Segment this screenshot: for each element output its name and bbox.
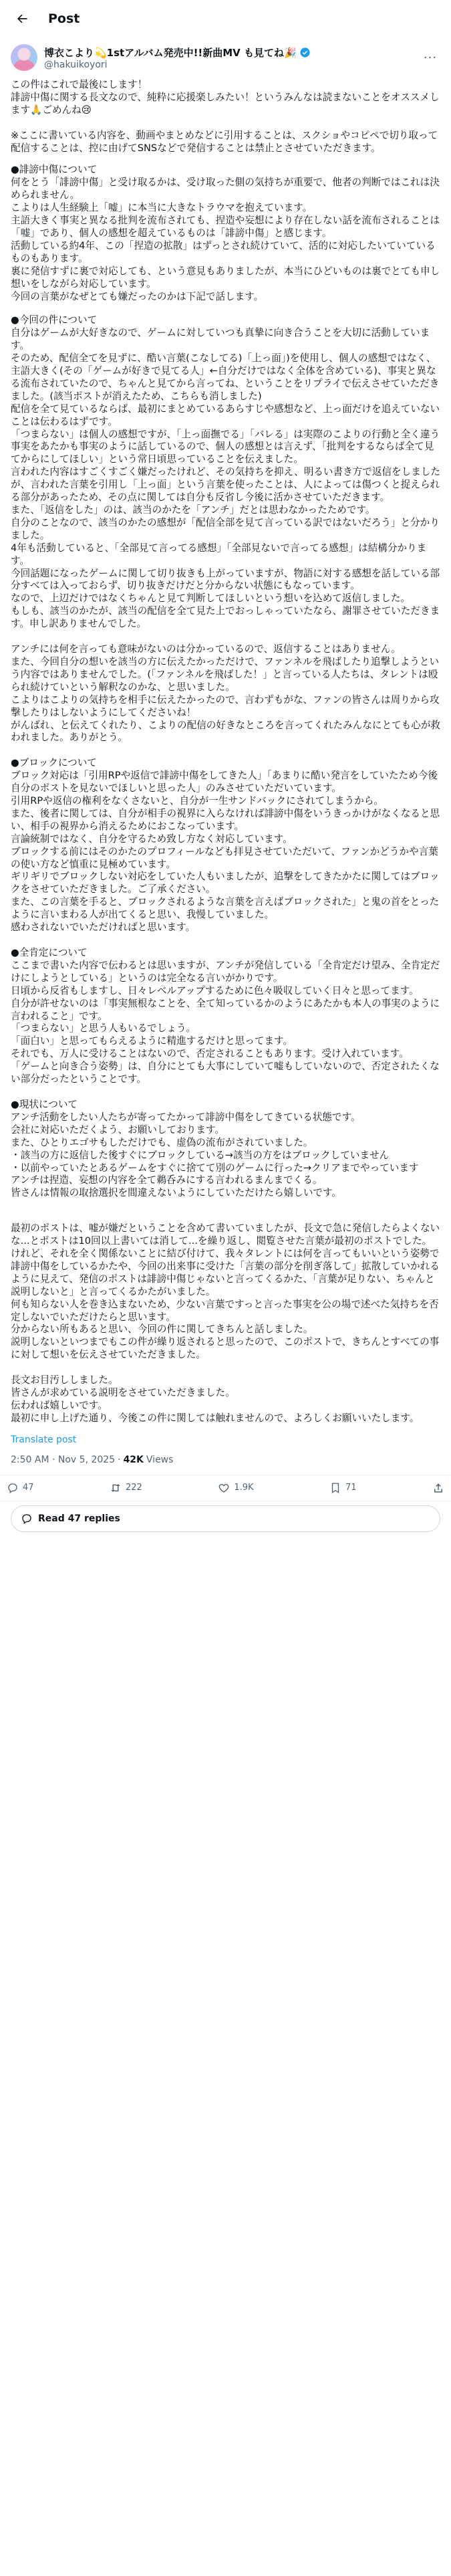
back-button[interactable] bbox=[11, 7, 33, 30]
post-paragraph: 最初のポストは、嘘が嫌だということを含めて書いていましたが、長文で急に発信したらよくないな...とポストは10回以上書いては消して...を繰り返し、閲覧させた言葉が最初のポストでした。 けれど、それを全く関係ないことに結び付けて、我々タレントには何を言ってもいいという姿勢で誹謗中傷をしているかたや、今回の出来事に受けた「言葉の部分を削ぎ落して」拡散していかれるように見えて、発信のポストは誹謗中傷じゃないと言ってくるかた、「言葉が足りない、ちゃんと説明しないと」と言ってくるかたがいました。 何も知らない人を巻き込まないため、少ない言葉ですっと言った事実を公の場で述べた気持ちを否定しないでいただけたらと思います。 分からない所もあると思い、今回の件に関してきちんと話しました。 説明しないといつまでもこの件が繰り返されると思ったので、このポストで、きちんとすべての事に対して想いを伝えさせていただきました。 bbox=[11, 1222, 440, 1361]
read-replies-label: Read 47 replies bbox=[38, 1513, 120, 1524]
author-handle[interactable]: @hakuikoyori bbox=[44, 59, 108, 70]
post-author bbox=[0, 37, 451, 71]
back-arrow-icon bbox=[15, 12, 29, 25]
repost-count: 222 bbox=[126, 1483, 142, 1493]
page-title: Post bbox=[48, 11, 80, 26]
repost-icon bbox=[110, 1482, 122, 1494]
post-paragraph: ●誹謗中傷について 何をとう「誹謗中傷」と受け取るかは、受け取った側の気持ちが重要で、他者の判断ではこれは決められません。 こよりは人生経験上「嘘」に本当に大きなトラウマを抱えています。 主語大きく事実と異なる批判を流布されても、捏造や妄想により存在しない話を流布されることは「嘘」であり、個人の感想を超えているものは「誹謗中傷」と感じます。 活動している約4年、この「捏造の拡散」はずっとされ続けていて、活的に対応したいていているものもあります。 裏に発信すずに裏で対応しても、という意見もありましたが、本当にひどいものは裏でとても申し想いをしながら対応しています。 今回の言葉がなぜとても嫌だったのかは下記で話します。 bbox=[11, 164, 440, 302]
reply-icon bbox=[7, 1482, 19, 1494]
like-count: 1.9K bbox=[234, 1483, 254, 1493]
author-display-name[interactable]: 博衣こより💫1stアルバム発売中!!新曲MV も見てね🎉 bbox=[44, 46, 297, 59]
post-paragraph: ●ブロックについて ブロック対応は「引用RPや返信で誹謗中傷をしてきた人」「あまりに酷い発言をしていたため今後自分のポストを見ないでほしいと思った人」のみさせていただいています。 引用RPや返信の権利をなくさないと、自分が一生サンドバックにされてしまうから。 また、後者に関しては、自分が相手の視界に入らなければ誹謗中傷をいうきっかけがなくなると思い、相手の視界から消えるためにおこなっています。 言論統制ではなく、自分を守るため致し方なく対応しています。 ブロックする前にはそのかたのプロフィールなども拝見させていただいて、ファンかどうかや言葉の使い方など慎重に見極めています。 ギリギリでブロックしない対応をしていた人もいましたが、追撃をしてきたかたに関してはブロックをさせていただきました。ご了承ください。 また、この言葉を手ると、ブロックされるような言葉を言えばブロックされた」と鬼の首をとったように言いまわる人が出てくると思い、我慢していました。 感わされないでいただければと思います。 bbox=[11, 757, 440, 934]
post-meta bbox=[11, 1455, 440, 1465]
action-bar bbox=[0, 1475, 451, 1501]
meta-separator: · bbox=[118, 1454, 121, 1465]
post-paragraph: ●現状について アンチ活動をしたい人たちが寄ってたかって誹謗中傷をしてきている状態です。 会社に対応いただくよう、お願いしております。 また、ひとりエゴサもしただけでも、虚偽の流布がされていました。 ・該当の方に返信した後すぐにブロックしている→該当の方をはブロックしていません ・以前やっていたとあるゲームをすぐに捨てて別のゲームに行った→クリアまでやっています アンチは捏造、妄想の内容を全て鵜呑みにする言われるまんまでくる。 皆さんは情報の取捨選択を間違えないようにしていただけたら嬉しいです。 bbox=[11, 1098, 419, 1199]
share-button[interactable] bbox=[432, 1482, 444, 1494]
views-count: 42K bbox=[123, 1454, 144, 1465]
post-paragraph: この件はこれで最後にします！ 誹謗中傷に関する長文なので、純粋に応援楽しみたい！というみんなは読まないことをオススメします🙏ごめんね😢 ※ここに書いている内容を、動画やまとめなどに引用することは、スクショやコピペで切り取って配信することは、控に由げてSNSなどで発信することは禁止とさせていただきます。 bbox=[11, 79, 440, 154]
author-names bbox=[44, 45, 420, 70]
post-paragraph: ●今回の件について 自分はゲームが大好きなので、ゲームに対していつも真摯に向き合うことを大切に活動しています。 そのため、配信全てを見ずに、酷い言葉(こなしてる)「上っ面」)を使用し、個人の感想ではなく、主語大きく(その「ゲームが好きで見てる人」←自分だけではなく全体を含めている)、事実と異なる流布されていたので、ちゃんと見てから言ってね、ということをリプライで伝えさせていただきました。(該当ポストが消えたため、こちらも消しました) 配信を全て見ているならば、最初にまとめているあらすじや感想など、上っ面だけを追えていないことは伝わるはずです。 「つまらない」は個人の感想ですが、「上っ面撫でる」「バレる」は実際のこよりの行動と全く違う事実をあたかも事実のように話しているので、個人の感想とは言えず、「批判をするならば全て見てからにしてほしい」という常日頃思っていることを伝えました。 言われた内容はすごくすごく嫌だったけれど、その気持ちを抑え、明るい書き方で返信をしましたが、言われた言葉を引用し「上っ面」という言葉を使ったことは、人によっては傷つくと捉えられる部分があったため、その点に関しては自分も反省し今後に活かさせていただきます。 また、「返信をした」のは、該当のかたを「アンチ」だとは思わなかったためです。 自分のことなので、該当のかたの感想が「配信全部を見て言っている訳ではないだろう」と分かりました。 4年も活動していると、「全部見て言ってる感想」「全部見ないで言ってる感想」は結構分かります。 今回話題になったゲームに関して切り抜きも上がっていますが、物語に対する感想を話している部分すべては入っておらず、切り抜きだけだと分からない状態にもなっています。 なので、上辺だけではなくちゃんと見て判断してほしいという想いを込めて返信しました。 もしも、該当のかたが、該当の配信を全て見た上でおっしゃっていたなら、謝罪させていただきます。申し訳ありませんでした。 bbox=[11, 314, 441, 630]
post-paragraph: 長文お目汚ししました。 皆さんが求めている説明をさせていただきました。 伝われば嬉しいです。 最初に申し上げた通り、今後この件に関しては触れませんので、よろしくお願いいたします。 bbox=[11, 1374, 420, 1424]
more-options-icon[interactable]: ··· bbox=[423, 50, 438, 65]
reply-bubble-icon bbox=[21, 1513, 33, 1525]
post-timestamp[interactable]: 2:50 AM · Nov 5, 2025 bbox=[11, 1454, 116, 1465]
post-body bbox=[0, 71, 451, 1465]
like-button[interactable] bbox=[218, 1482, 253, 1494]
bookmark-button[interactable] bbox=[329, 1482, 357, 1494]
reply-count: 47 bbox=[23, 1483, 34, 1493]
avatar[interactable] bbox=[11, 44, 37, 71]
top-bar bbox=[0, 0, 451, 37]
reply-button[interactable] bbox=[7, 1482, 34, 1494]
author-display-name-row bbox=[44, 45, 420, 60]
repost-button[interactable] bbox=[110, 1482, 142, 1494]
heart-icon bbox=[218, 1482, 230, 1494]
bookmark-icon bbox=[329, 1482, 341, 1494]
share-icon bbox=[432, 1482, 444, 1494]
verified-badge-icon bbox=[299, 47, 311, 58]
post-paragraph: アンチには何を言っても意味がないのは分かっているので、返信することはありません。 また、今回自分の想いを該当の方に伝えたかっただけで、ファンネルを飛ばしたり追撃しようという内容ではありませんでした。(「ファンネルを飛ばした！」と言っている人たちは、タレントは殴られ続けていという解釈なのかな、と思いました。 こよりはこよりの気持ちを相手に伝えたかったので、言わずもがな、ファンの皆さんは周りから攻撃したりはしないようにしてくださいね！ がんばれ、と伝えてくれたり、こよりの配信の好きなところを言ってくれたみんなにとても心が救われました。ありがとう。 bbox=[11, 643, 441, 744]
read-replies-button[interactable] bbox=[11, 1505, 440, 1532]
views-label: Views bbox=[146, 1454, 174, 1465]
bookmark-count: 71 bbox=[345, 1483, 357, 1493]
translate-post-link[interactable]: Translate post bbox=[11, 1434, 77, 1445]
post-paragraph: ●全肯定について ここまで書いた内容で伝わるとは思いますが、アンチが発信している「全肯定だけ望み、全肯定だけにしようとしている」というのは完全なる言いがかりです。 日頃から反省もしますし、日々レベルアップするために色々吸収していく日々と思ってます。 自分が許せないのは「事実無根なことを、全て知っているかのようにあたかも本人の事実のように言われること」です。 「つまらない」と思う人もいるでしょう。 「面白い」と思ってもらえるように精進するだけと思ってます。 それでも、万人に受けることはないので、否定されることもあります。受け入れています。 「ゲームと向き合う姿勢」は、自分にとても大事にしていて嘘もしていないので、否定されたくない部分だったということです。 bbox=[11, 947, 440, 1085]
